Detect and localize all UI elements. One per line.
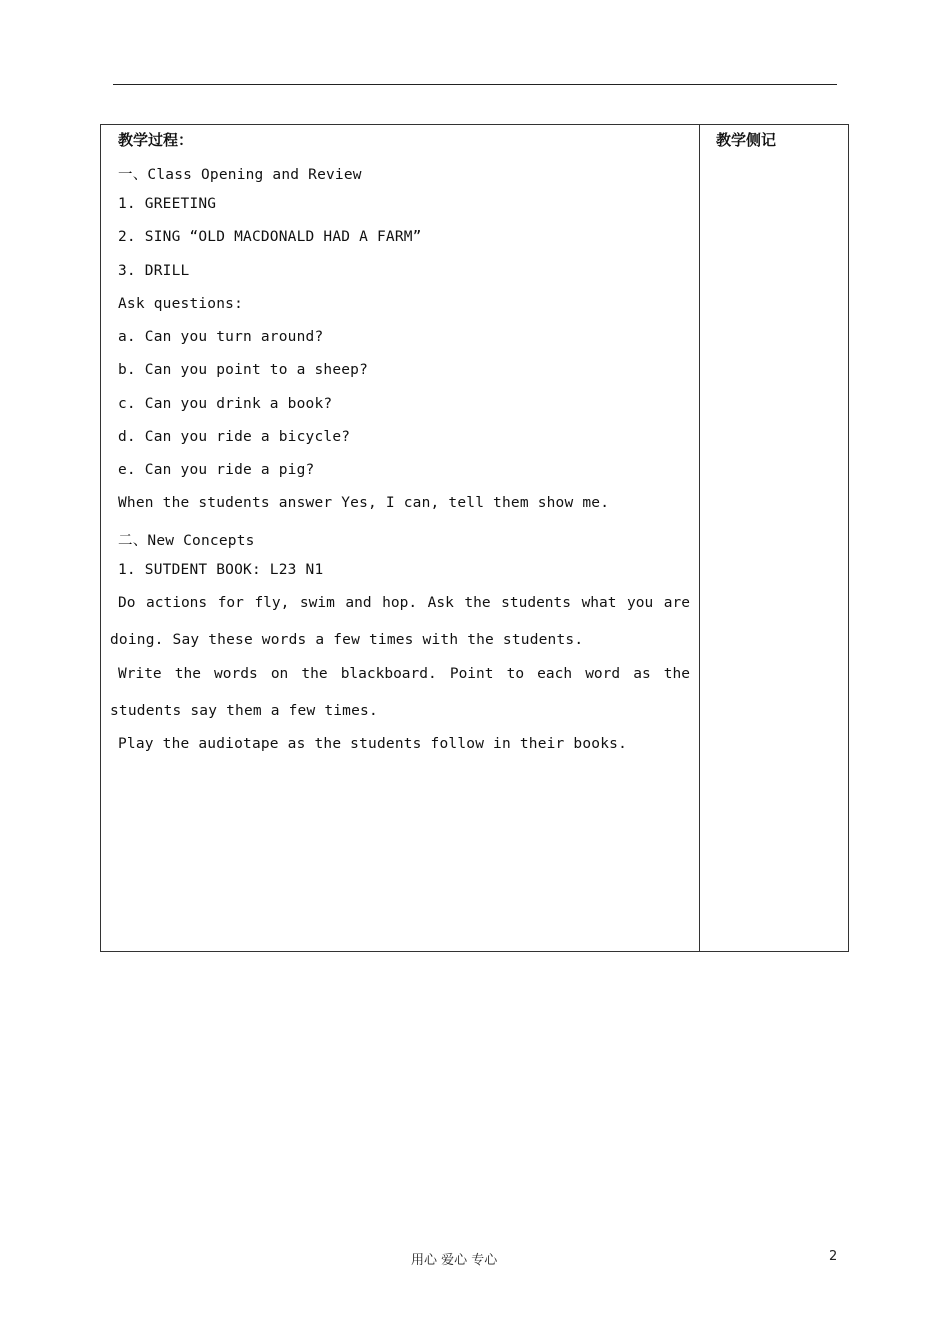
paragraph-blackboard-line-2: students say them a few times. (110, 703, 378, 719)
question-b: b. Can you point to a sheep? (118, 362, 369, 378)
student-book-item: 1. SUTDENT BOOK: L23 N1 (118, 562, 324, 578)
question-a: a. Can you turn around? (118, 329, 324, 345)
question-c: c. Can you drink a book? (118, 396, 333, 412)
paragraph-blackboard-line-1: Write the words on the blackboard. Point to each word as the (118, 666, 690, 682)
section-2-title: 二、New Concepts (118, 533, 255, 549)
list-item-greeting: 1. GREETING (118, 196, 217, 212)
paragraph-audiotape: Play the audiotape as the students follow in their books. (118, 736, 627, 752)
teaching-process-heading: 教学过程： (118, 131, 194, 149)
ask-questions-label: Ask questions: (118, 296, 244, 312)
footer-motto: 用心 爱心 专心 (411, 1253, 498, 1268)
question-e: e. Can you ride a pig? (118, 462, 315, 478)
paragraph-actions-line-2: doing. Say these words a few times with the students. (110, 632, 584, 648)
column-divider (699, 125, 700, 951)
paragraph-actions-line-1: Do actions for fly, swim and hop. Ask the students what you are (118, 595, 690, 611)
lesson-table (100, 124, 849, 952)
section-1-title: 一、Class Opening and Review (118, 167, 362, 183)
teaching-notes-heading: 教学侧记 (716, 131, 777, 149)
instruction-show-me: When the students answer Yes, I can, tell them show me. (118, 495, 610, 511)
page-number: 2 (829, 1249, 838, 1264)
header-rule (113, 84, 837, 85)
question-d: d. Can you ride a bicycle? (118, 429, 351, 445)
list-item-drill: 3. DRILL (118, 263, 190, 279)
list-item-sing: 2. SING “OLD MACDONALD HAD A FARM” (118, 229, 422, 245)
